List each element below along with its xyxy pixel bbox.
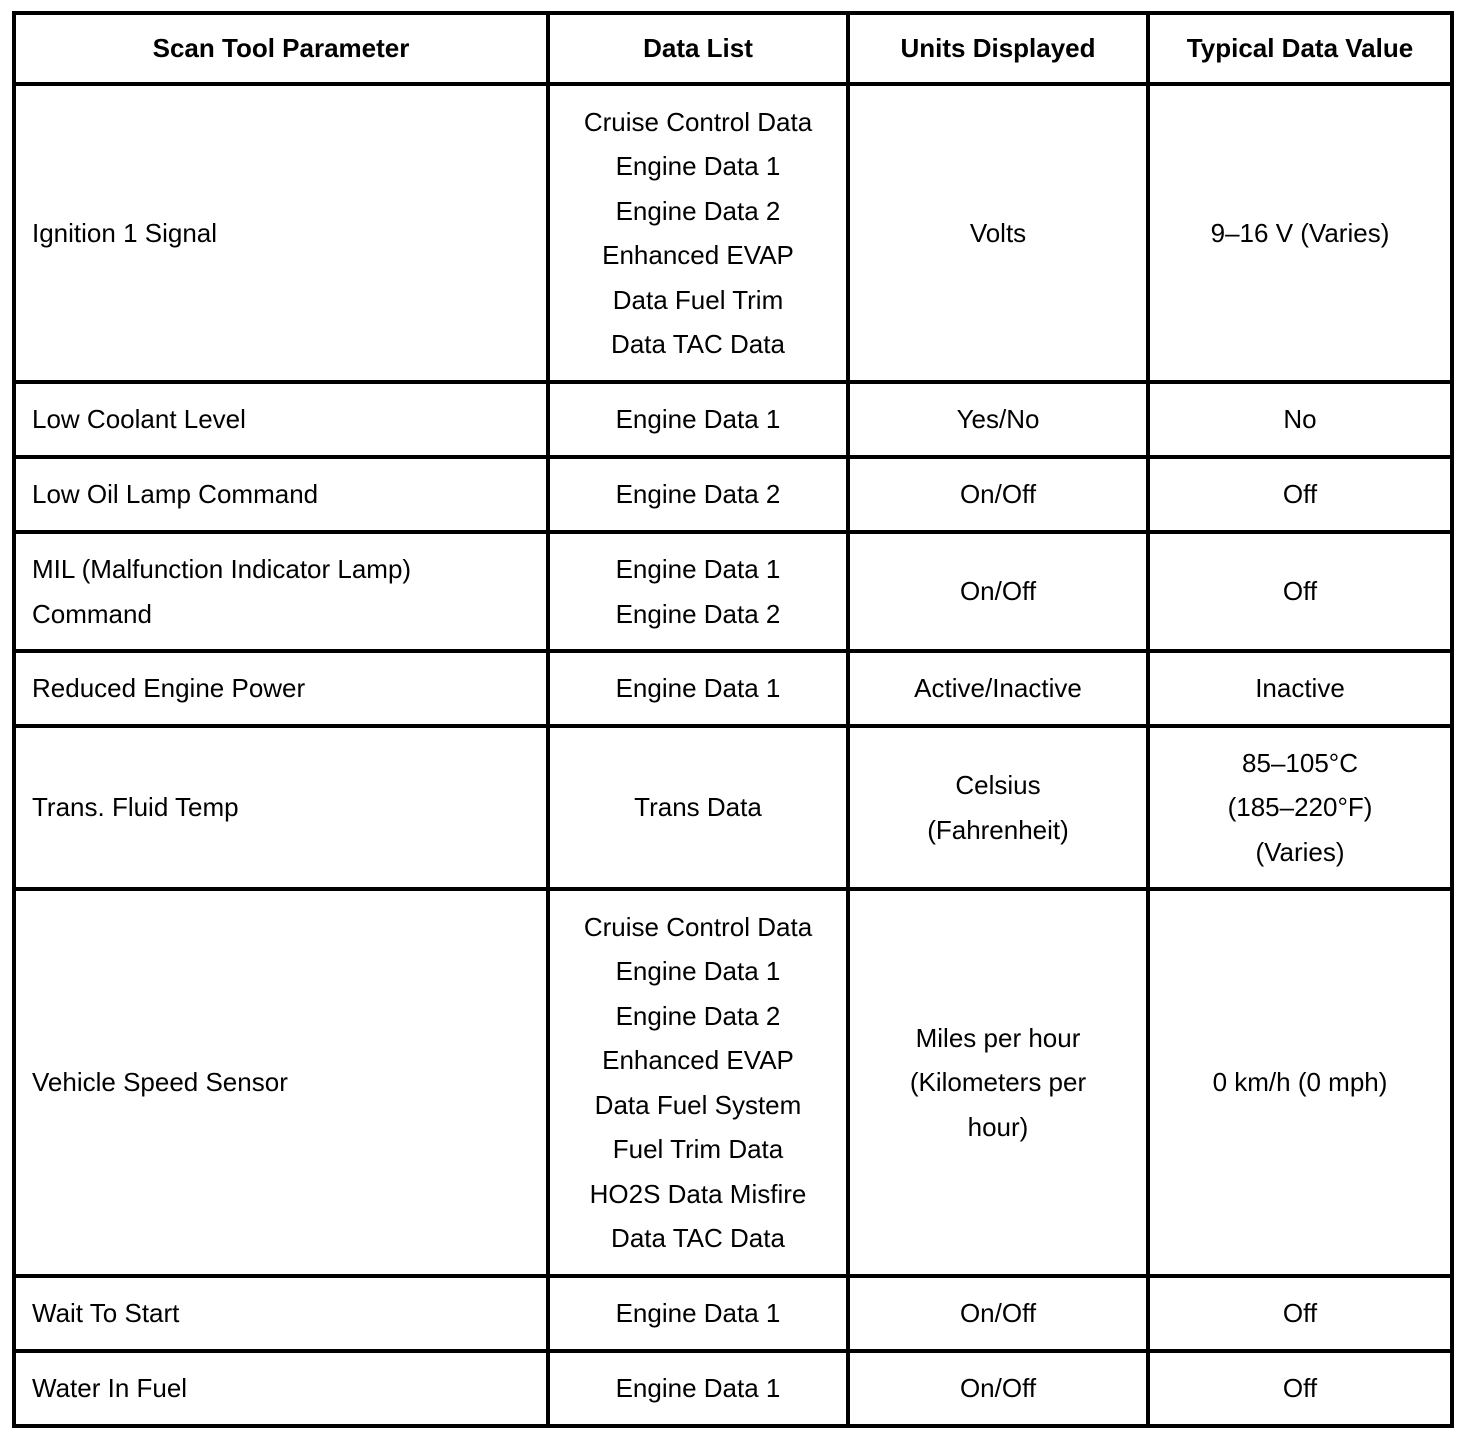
data-list-cell bbox=[548, 532, 848, 651]
parameter-cell bbox=[14, 1276, 548, 1351]
units-text: On/Off bbox=[959, 479, 1037, 510]
table-row bbox=[14, 889, 1452, 1276]
data-list-line: Engine Data 1 bbox=[615, 151, 781, 181]
units-cell bbox=[848, 532, 1148, 651]
data-list-line: Enhanced EVAP bbox=[602, 240, 794, 270]
typical-value-text: 9–16 V (Varies) bbox=[1210, 217, 1390, 248]
units-text: Yes/No bbox=[956, 404, 1040, 435]
data-list-cell bbox=[548, 651, 848, 726]
parameter-text: Reduced Engine Power bbox=[32, 673, 306, 704]
data-list-line: Engine Data 1 bbox=[615, 1298, 781, 1329]
typical-value-cell bbox=[1148, 382, 1452, 457]
parameter-text: Water In Fuel bbox=[32, 1373, 188, 1404]
parameter-text: Low Oil Lamp Command bbox=[32, 479, 319, 510]
scan-tool-data-table bbox=[12, 11, 1454, 1428]
units-cell bbox=[848, 457, 1148, 532]
data-list-line: Engine Data 2 bbox=[615, 195, 781, 226]
table-row bbox=[14, 726, 1452, 889]
table-row bbox=[14, 457, 1452, 532]
data-list-cell bbox=[548, 726, 848, 889]
table-row bbox=[14, 1276, 1452, 1351]
parameter-cell bbox=[14, 84, 548, 382]
units-text: hour) bbox=[967, 1111, 1029, 1142]
data-list-line: Trans Data bbox=[634, 792, 762, 823]
typical-value-cell bbox=[1148, 532, 1452, 651]
header-units-displayed: Units Displayed bbox=[848, 13, 1148, 84]
units-cell bbox=[848, 84, 1148, 382]
parameter-text: Ignition 1 Signal bbox=[32, 217, 218, 248]
data-list-line: Enhanced EVAP bbox=[602, 1045, 794, 1075]
data-list-line: Engine Data 1 bbox=[615, 956, 781, 986]
parameter-cell bbox=[14, 889, 548, 1276]
header-typical-data-value: Typical Data Value bbox=[1148, 13, 1452, 84]
typical-value-cell bbox=[1148, 457, 1452, 532]
data-list-line: Fuel Trim Data bbox=[612, 1134, 784, 1164]
units-text: On/Off bbox=[959, 1298, 1037, 1329]
units-cell bbox=[848, 1276, 1148, 1351]
typical-value-text: 0 km/h (0 mph) bbox=[1212, 1067, 1388, 1098]
units-text: On/Off bbox=[959, 1373, 1037, 1404]
data-list-line: Engine Data 1 bbox=[615, 1373, 781, 1404]
typical-value-text: Off bbox=[1282, 576, 1318, 607]
data-list-cell bbox=[548, 457, 848, 532]
data-list-line: Data Fuel System bbox=[594, 1089, 802, 1120]
typical-value-cell bbox=[1148, 1276, 1452, 1351]
typical-value-text: Inactive bbox=[1255, 673, 1345, 704]
table-row bbox=[14, 532, 1452, 651]
units-text: On/Off bbox=[959, 576, 1037, 607]
parameter-cell bbox=[14, 382, 548, 457]
table-row bbox=[14, 382, 1452, 457]
units-text: Active/Inactive bbox=[914, 673, 1082, 704]
data-list-line: Cruise Control Data bbox=[583, 106, 813, 137]
parameter-cell bbox=[14, 532, 548, 651]
typical-value-cell bbox=[1148, 84, 1452, 382]
parameter-cell bbox=[14, 457, 548, 532]
typical-value-text: Off bbox=[1282, 1298, 1318, 1329]
data-list-line: Engine Data 2 bbox=[615, 479, 781, 510]
units-text: Volts bbox=[969, 217, 1027, 248]
parameter-cell bbox=[14, 726, 548, 889]
units-cell bbox=[848, 382, 1148, 457]
typical-value-cell bbox=[1148, 1351, 1452, 1426]
parameter-text: Trans. Fluid Temp bbox=[32, 792, 239, 823]
units-cell bbox=[848, 889, 1148, 1276]
typical-value-cell bbox=[1148, 651, 1452, 726]
parameter-cell bbox=[14, 651, 548, 726]
parameter-text: MIL (Malfunction Indicator Lamp) bbox=[32, 554, 412, 584]
table-row bbox=[14, 84, 1452, 382]
typical-value-text: Off bbox=[1282, 1373, 1318, 1404]
units-cell bbox=[848, 1351, 1148, 1426]
units-cell bbox=[848, 726, 1148, 889]
data-list-line: Engine Data 2 bbox=[615, 598, 781, 629]
table-header-row bbox=[14, 13, 1452, 84]
header-scan-tool-parameter: Scan Tool Parameter bbox=[14, 13, 548, 84]
units-text: (Fahrenheit) bbox=[927, 814, 1069, 845]
data-list-line: Cruise Control Data bbox=[583, 911, 813, 942]
units-text: Celsius bbox=[955, 770, 1041, 800]
parameter-text: Wait To Start bbox=[32, 1298, 180, 1329]
data-list-line: Engine Data 1 bbox=[615, 404, 781, 435]
typical-value-text: No bbox=[1283, 404, 1317, 435]
table-row bbox=[14, 651, 1452, 726]
data-list-line: Data TAC Data bbox=[611, 1223, 785, 1253]
header-data-list: Data List bbox=[548, 13, 848, 84]
data-list-line: Data TAC Data bbox=[611, 329, 785, 359]
data-list-line: Engine Data 1 bbox=[615, 554, 781, 584]
data-list-cell bbox=[548, 1276, 848, 1351]
typical-value-text: Off bbox=[1282, 479, 1318, 510]
typical-value-text: (185–220°F) bbox=[1227, 792, 1373, 823]
units-text: (Kilometers per bbox=[909, 1067, 1087, 1098]
data-list-cell bbox=[548, 84, 848, 382]
data-list-line: Data Fuel Trim bbox=[612, 284, 784, 315]
table-row bbox=[14, 1351, 1452, 1426]
typical-value-text: (Varies) bbox=[1255, 836, 1345, 867]
parameter-text: Vehicle Speed Sensor bbox=[32, 1067, 288, 1098]
units-cell bbox=[848, 651, 1148, 726]
data-list-line: HO2S Data Misfire bbox=[589, 1178, 807, 1209]
data-list-cell bbox=[548, 382, 848, 457]
parameter-text: Command bbox=[32, 598, 152, 629]
typical-value-text: 85–105°C bbox=[1242, 747, 1358, 778]
data-list-cell bbox=[548, 1351, 848, 1426]
data-list-line: Engine Data 2 bbox=[615, 1000, 781, 1031]
parameter-cell bbox=[14, 1351, 548, 1426]
typical-value-cell bbox=[1148, 889, 1452, 1276]
units-text: Miles per hour bbox=[915, 1022, 1081, 1053]
data-list-line: Engine Data 1 bbox=[615, 673, 781, 704]
data-list-cell bbox=[548, 889, 848, 1276]
parameter-text: Low Coolant Level bbox=[32, 404, 246, 435]
typical-value-cell bbox=[1148, 726, 1452, 889]
